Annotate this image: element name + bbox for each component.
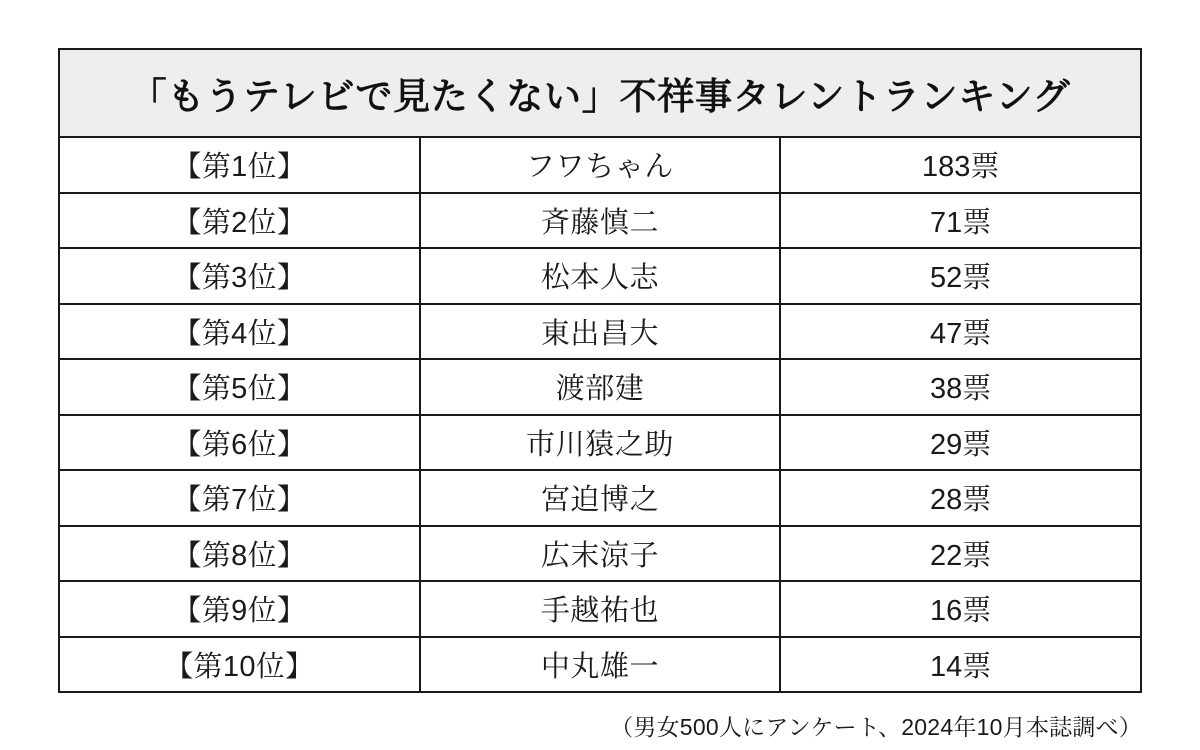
- table-row: [59, 137, 1141, 193]
- name-cell: 中丸雄一: [420, 637, 781, 693]
- name-cell: 渡部建: [420, 359, 781, 415]
- votes-cell: 38票: [780, 359, 1141, 415]
- name-cell: 松本人志: [420, 248, 781, 304]
- name-cell: 広末涼子: [420, 526, 781, 582]
- rank-cell: 【第7位】: [59, 470, 420, 526]
- table-row: [59, 526, 1141, 582]
- rank-cell: 【第8位】: [59, 526, 420, 582]
- table-row: [59, 637, 1141, 693]
- table-header: [59, 49, 1141, 137]
- rank-cell: 【第10位】: [59, 637, 420, 693]
- table-row: [59, 304, 1141, 360]
- table-row: [59, 248, 1141, 304]
- name-cell: 宮迫博之: [420, 470, 781, 526]
- table-row: [59, 193, 1141, 249]
- rank-cell: 【第5位】: [59, 359, 420, 415]
- table-row: [59, 470, 1141, 526]
- name-cell: 市川猿之助: [420, 415, 781, 471]
- table-row: [59, 359, 1141, 415]
- rank-cell: 【第3位】: [59, 248, 420, 304]
- table-body: [59, 137, 1141, 692]
- votes-cell: 52票: [780, 248, 1141, 304]
- page-title: 「もうテレビで見たくない」不祥事タレントランキング: [59, 49, 1141, 137]
- votes-cell: 71票: [780, 193, 1141, 249]
- votes-cell: 14票: [780, 637, 1141, 693]
- votes-cell: 29票: [780, 415, 1141, 471]
- votes-cell: 22票: [780, 526, 1141, 582]
- votes-cell: 28票: [780, 470, 1141, 526]
- votes-cell: 47票: [780, 304, 1141, 360]
- table-row: [59, 415, 1141, 471]
- rank-cell: 【第2位】: [59, 193, 420, 249]
- name-cell: 手越祐也: [420, 581, 781, 637]
- rank-cell: 【第1位】: [59, 137, 420, 193]
- name-cell: 斉藤慎二: [420, 193, 781, 249]
- rank-cell: 【第6位】: [59, 415, 420, 471]
- table-row: [59, 581, 1141, 637]
- votes-cell: 16票: [780, 581, 1141, 637]
- ranking-table: [58, 48, 1142, 693]
- name-cell: 東出昌大: [420, 304, 781, 360]
- title-row: [59, 49, 1141, 137]
- name-cell: フワちゃん: [420, 137, 781, 193]
- survey-footnote: （男女500人にアンケート、2024年10月本誌調べ）: [610, 714, 1142, 740]
- rank-cell: 【第9位】: [59, 581, 420, 637]
- votes-cell: 183票: [780, 137, 1141, 193]
- rank-cell: 【第4位】: [59, 304, 420, 360]
